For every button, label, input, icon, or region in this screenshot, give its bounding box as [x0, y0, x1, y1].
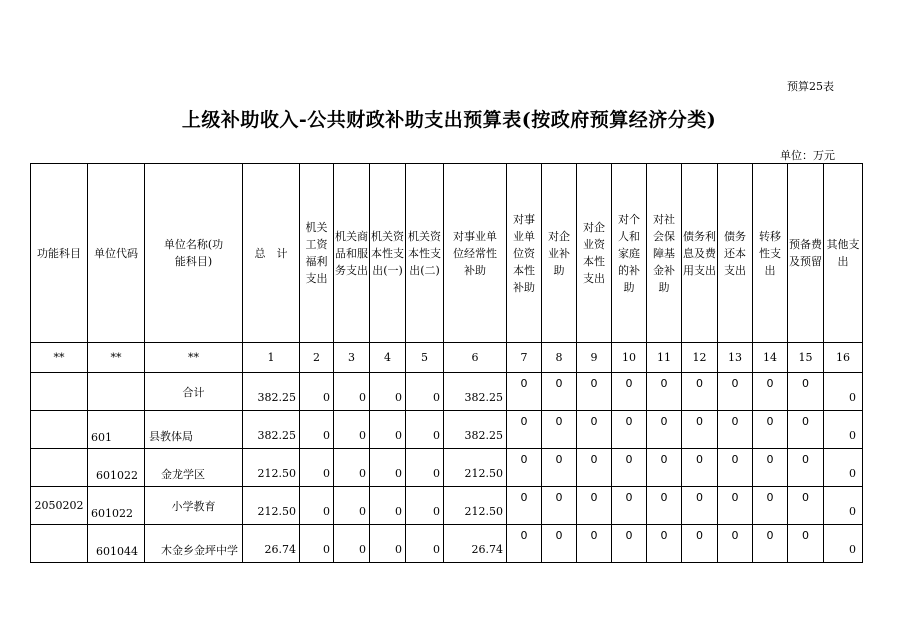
value-cell: 382.25 [444, 411, 507, 449]
value-cell: 0 [824, 487, 863, 525]
value-cell: 0 [507, 411, 542, 449]
unit-name-cell: 合计 [145, 373, 243, 411]
value-cell: 0 [718, 449, 753, 487]
header-cell: 对企业资本性支出 [577, 164, 612, 343]
index-row [31, 343, 863, 373]
page-title: 上级补助收入-公共财政补助支出预算表(按政府预算经济分类) [181, 109, 717, 131]
value-cell: 0 [682, 373, 718, 411]
value-cell: 0 [753, 373, 788, 411]
value-cell: 0 [370, 449, 406, 487]
value-cell: 0 [300, 449, 334, 487]
value-cell: 0 [542, 411, 577, 449]
value-cell: 0 [300, 373, 334, 411]
value-cell: 0 [507, 525, 542, 563]
table-row [31, 373, 863, 411]
value-cell: 26.74 [444, 525, 507, 563]
index-cell: 15 [788, 343, 824, 373]
header-cell: 机关资本性支出(二) [406, 164, 444, 343]
func-code-cell [31, 525, 88, 563]
index-cell: 11 [647, 343, 682, 373]
table-row [31, 487, 863, 525]
value-cell: 0 [507, 487, 542, 525]
value-cell: 0 [824, 373, 863, 411]
header-row [31, 164, 863, 343]
index-cell: 10 [612, 343, 647, 373]
header-cell: 其他支出 [824, 164, 863, 343]
index-cell: 9 [577, 343, 612, 373]
value-cell: 0 [577, 411, 612, 449]
budget-table [30, 163, 863, 563]
value-cell: 0 [647, 411, 682, 449]
value-cell: 0 [647, 373, 682, 411]
header-cell: 机关工资福利支出 [300, 164, 334, 343]
value-cell: 0 [406, 525, 444, 563]
value-cell: 0 [300, 487, 334, 525]
unit-code-cell: 601044 [88, 525, 145, 563]
value-cell: 0 [334, 373, 370, 411]
index-cell: 4 [370, 343, 406, 373]
index-cell: 1 [243, 343, 300, 373]
value-cell: 0 [788, 525, 824, 563]
value-cell: 0 [334, 525, 370, 563]
value-cell: 0 [788, 449, 824, 487]
value-cell: 0 [542, 449, 577, 487]
index-cell: 6 [444, 343, 507, 373]
value-cell: 0 [753, 449, 788, 487]
value-cell: 0 [612, 449, 647, 487]
index-cell: 14 [753, 343, 788, 373]
table-row [31, 449, 863, 487]
header-cell: 机关资本性支出(一) [370, 164, 406, 343]
index-cell: 13 [718, 343, 753, 373]
value-cell: 0 [334, 411, 370, 449]
header-cell: 单位代码 [88, 164, 145, 343]
value-cell: 0 [507, 449, 542, 487]
value-cell: 0 [682, 525, 718, 563]
value-cell: 0 [682, 449, 718, 487]
table-row [31, 411, 863, 449]
value-cell: 0 [542, 373, 577, 411]
table-row [31, 525, 863, 563]
value-cell: 0 [612, 411, 647, 449]
unit-name-cell: 木金乡金坪中学 [145, 525, 243, 563]
value-cell: 0 [682, 411, 718, 449]
index-cell: 5 [406, 343, 444, 373]
value-cell: 212.50 [444, 487, 507, 525]
total-cell: 382.25 [243, 373, 300, 411]
unit-name-cell: 金龙学区 [145, 449, 243, 487]
index-cell: ** [145, 343, 243, 373]
value-cell: 0 [577, 373, 612, 411]
value-cell: 0 [753, 525, 788, 563]
header-cell: 债务还本支出 [718, 164, 753, 343]
func-code-cell: 2050202 [31, 487, 88, 525]
value-cell: 0 [824, 411, 863, 449]
header-cell: 总 计 [243, 164, 300, 343]
value-cell: 0 [788, 487, 824, 525]
value-cell: 0 [718, 525, 753, 563]
value-cell: 0 [542, 487, 577, 525]
total-cell: 382.25 [243, 411, 300, 449]
value-cell: 0 [406, 373, 444, 411]
value-cell: 0 [647, 525, 682, 563]
unit-code-cell: 601022 [88, 449, 145, 487]
header-cell: 对事业单位资本性补助 [507, 164, 542, 343]
value-cell: 0 [406, 487, 444, 525]
value-cell: 0 [824, 525, 863, 563]
value-cell: 0 [300, 525, 334, 563]
header-cell: 转移性支出 [753, 164, 788, 343]
func-code-cell [31, 411, 88, 449]
value-cell: 0 [577, 487, 612, 525]
total-cell: 26.74 [243, 525, 300, 563]
value-cell: 0 [507, 373, 542, 411]
unit-code-cell: 601022 [88, 487, 145, 525]
unit-code-cell: 601 [88, 411, 145, 449]
header-cell: 功能科目 [31, 164, 88, 343]
value-cell: 0 [824, 449, 863, 487]
value-cell: 0 [753, 411, 788, 449]
value-cell: 0 [370, 487, 406, 525]
value-cell: 0 [542, 525, 577, 563]
total-cell: 212.50 [243, 449, 300, 487]
index-cell: ** [31, 343, 88, 373]
value-cell: 0 [788, 373, 824, 411]
unit-name-cell: 小学教育 [145, 487, 243, 525]
unit-code-cell [88, 373, 145, 411]
value-cell: 0 [577, 525, 612, 563]
value-cell: 0 [370, 373, 406, 411]
value-cell: 0 [612, 373, 647, 411]
value-cell: 0 [577, 449, 612, 487]
value-cell: 0 [718, 487, 753, 525]
header-cell: 对个人和家庭的补助 [612, 164, 647, 343]
value-cell: 0 [612, 487, 647, 525]
header-cell: 单位名称(功能科目) [145, 164, 243, 343]
total-cell: 212.50 [243, 487, 300, 525]
value-cell: 0 [647, 449, 682, 487]
index-cell: 8 [542, 343, 577, 373]
value-cell: 0 [370, 411, 406, 449]
index-cell: ** [88, 343, 145, 373]
unit-label: 单位：万元 [780, 149, 835, 162]
value-cell: 0 [788, 411, 824, 449]
value-cell: 0 [718, 373, 753, 411]
index-cell: 2 [300, 343, 334, 373]
func-code-cell [31, 373, 88, 411]
value-cell: 382.25 [444, 373, 507, 411]
value-cell: 0 [334, 449, 370, 487]
value-cell: 0 [612, 525, 647, 563]
unit-name-cell: 县教体局 [145, 411, 243, 449]
func-code-cell [31, 449, 88, 487]
value-cell: 0 [718, 411, 753, 449]
header-cell: 债务利息及费用支出 [682, 164, 718, 343]
value-cell: 0 [300, 411, 334, 449]
value-cell: 0 [647, 487, 682, 525]
value-cell: 0 [753, 487, 788, 525]
index-cell: 16 [824, 343, 863, 373]
value-cell: 0 [682, 487, 718, 525]
index-cell: 12 [682, 343, 718, 373]
header-cell: 机关商品和服务支出 [334, 164, 370, 343]
value-cell: 212.50 [444, 449, 507, 487]
page-tag: 预算25表 [787, 80, 834, 93]
index-cell: 3 [334, 343, 370, 373]
value-cell: 0 [406, 411, 444, 449]
header-cell: 对企业补助 [542, 164, 577, 343]
value-cell: 0 [406, 449, 444, 487]
header-cell: 对社会保障基金补助 [647, 164, 682, 343]
value-cell: 0 [370, 525, 406, 563]
header-cell: 对事业单位经常性补助 [444, 164, 507, 343]
index-cell: 7 [507, 343, 542, 373]
header-cell: 预备费及预留 [788, 164, 824, 343]
value-cell: 0 [334, 487, 370, 525]
